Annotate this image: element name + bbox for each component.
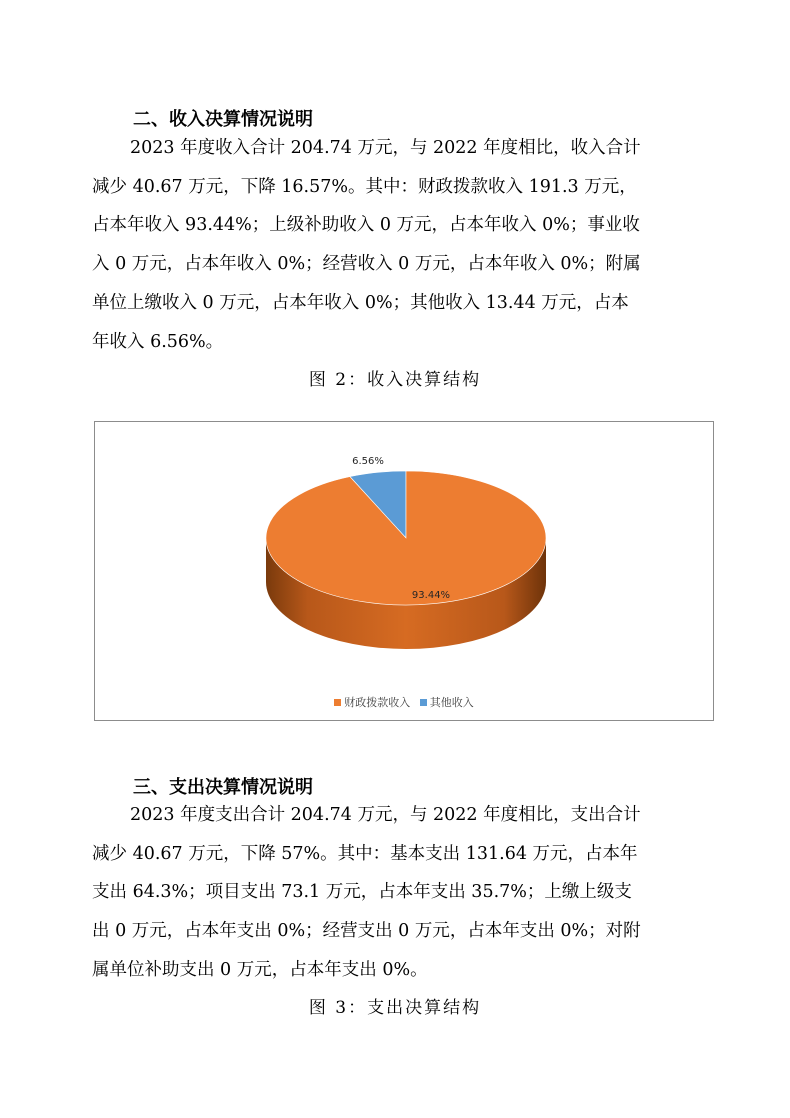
income-paragraph-line: 入 0 万元，占本年收入 0%；经营收入 0 万元，占本年收入 0%；附属 [92,254,641,274]
income-paragraph-line: 2023 年度收入合计 204.74 万元，与 2022 年度相比，收入合计 [130,138,641,158]
pie-chart-svg [95,422,713,720]
income-paragraph-line: 减少 40.67 万元，下降 16.57%。其中：财政拨款收入 191.3 万元， [92,177,637,197]
expense-paragraph-line: 支出 64.3%；项目支出 73.1 万元，占本年支出 35.7%；上缴上级支 [92,882,632,902]
legend-swatch-other [420,699,427,706]
income-paragraph-line: 年收入 6.56%。 [92,332,224,352]
expense-section-heading: 三、支出决算情况说明 [133,777,313,798]
income-section-heading: 二、收入决算情况说明 [133,109,313,130]
income-paragraph-line: 占本年收入 93.44%；上级补助收入 0 万元，占本年收入 0%；事业收 [92,215,640,235]
income-paragraph-line: 单位上缴收入 0 万元，占本年收入 0%；其他收入 13.44 万元，占本 [92,293,629,313]
chart-legend [95,694,713,710]
data-label-other: 6.56% [352,456,384,467]
income-structure-chart [94,421,714,721]
pie-slice-fiscal [266,471,546,605]
expense-figure-caption: 图 3：支出决算结构 [308,998,482,1018]
expense-paragraph-line: 减少 40.67 万元，下降 57%。其中：基本支出 131.64 万元，占本年 [92,844,638,864]
legend-swatch-fiscal [334,699,341,706]
legend-item-fiscal [334,694,410,710]
expense-paragraph-line: 属单位补助支出 0 万元，占本年支出 0%。 [92,960,428,980]
legend-label-fiscal: 财政拨款收入 [344,696,411,709]
income-figure-caption: 图 2：收入决算结构 [308,370,482,390]
data-label-fiscal: 93.44% [411,590,451,601]
expense-paragraph-line: 出 0 万元，占本年支出 0%；经营支出 0 万元，占本年支出 0%；对附 [92,921,641,941]
expense-paragraph-line: 2023 年度支出合计 204.74 万元，与 2022 年度相比，支出合计 [130,805,641,825]
legend-label-other: 其他收入 [429,696,474,709]
legend-item-other [420,694,474,710]
